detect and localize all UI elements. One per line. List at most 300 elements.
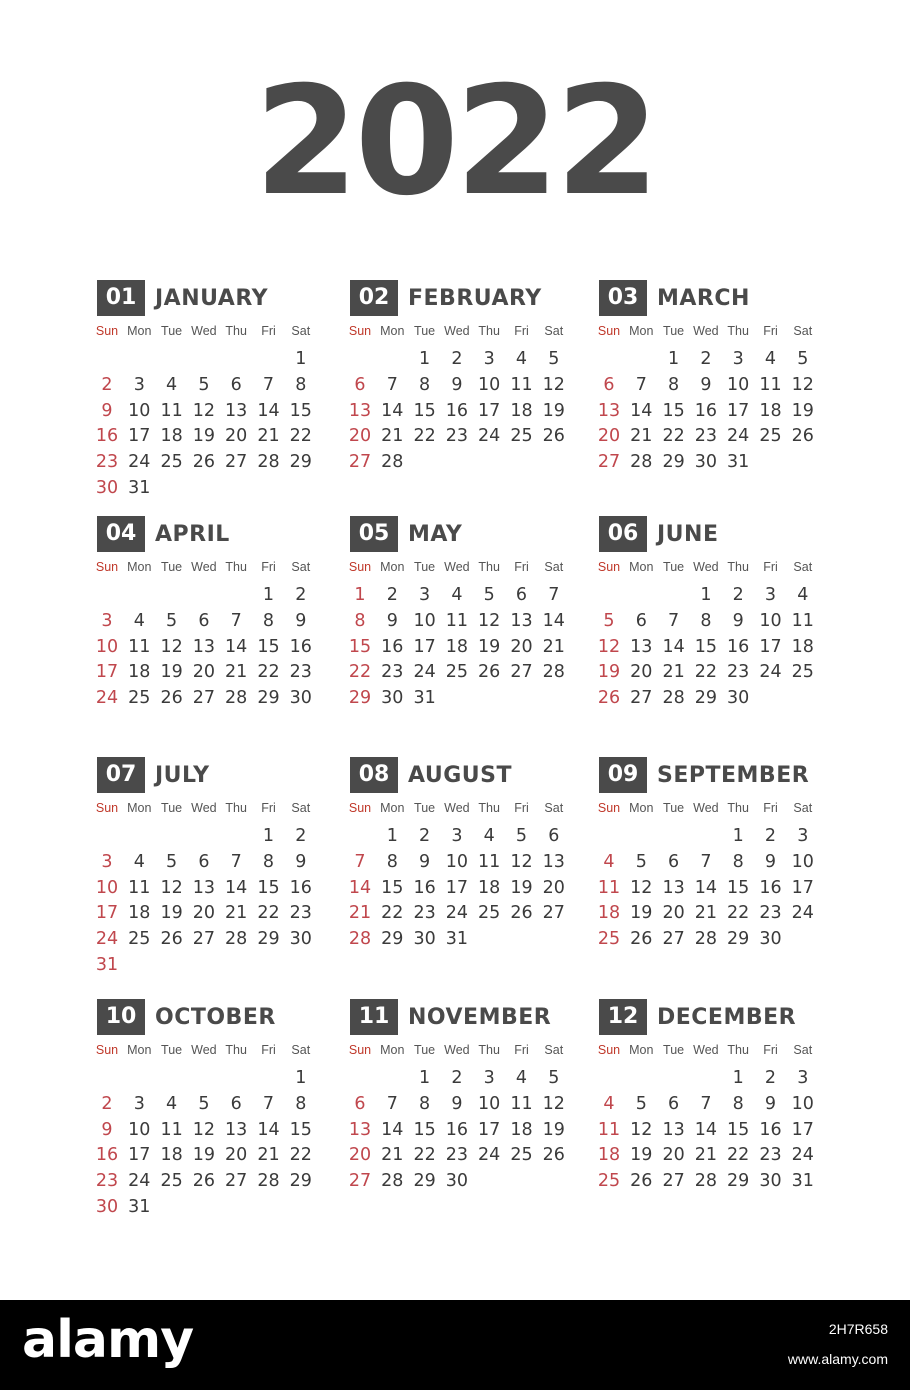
day-cell: 27	[225, 452, 248, 473]
day-cell: 27	[192, 929, 216, 950]
weekday-label: Wed	[444, 560, 470, 574]
day-cell: 5	[483, 585, 495, 605]
day-cell: 17	[128, 1145, 151, 1166]
day-cell: 11	[510, 1093, 533, 1114]
day-cell: 24	[791, 1145, 814, 1166]
day-cell: 5	[635, 851, 647, 872]
month-number-badge: 03	[599, 280, 647, 316]
day-cell: 10	[478, 374, 501, 395]
day-cell: 23	[413, 903, 436, 924]
day-cell: 5	[166, 610, 178, 631]
day-cell: 5	[548, 349, 560, 369]
weekday-label: Thu	[478, 324, 500, 338]
weekday-label: Wed	[191, 324, 217, 338]
weekday-label: Wed	[191, 560, 217, 574]
day-cell: 2	[386, 585, 398, 605]
month-number-badge: 11	[350, 999, 398, 1035]
month-number-badge: 01	[97, 280, 145, 316]
day-cell: 25	[478, 903, 501, 924]
day-cell: 20	[630, 662, 653, 683]
weekday-label: Thu	[225, 801, 247, 815]
weekday-label: Fri	[261, 801, 276, 815]
weekday-label: Thu	[727, 1043, 749, 1057]
day-cell: 8	[700, 610, 712, 631]
day-cell: 12	[510, 851, 533, 872]
month-number-badge: 05	[350, 516, 398, 552]
day-cell: 12	[160, 636, 183, 657]
day-cell: 19	[192, 1145, 216, 1166]
day-cell: 15	[662, 400, 685, 421]
day-cell: 17	[478, 1119, 501, 1140]
weekday-label: Sat	[544, 1043, 564, 1057]
weekday-label: Tue	[414, 560, 436, 574]
day-cell: 20	[192, 903, 216, 924]
day-cell: 3	[797, 826, 809, 846]
day-cell: 30	[759, 929, 782, 950]
day-cell: 9	[764, 851, 777, 872]
month-name: DECEMBER	[657, 1005, 797, 1030]
month-header	[599, 999, 825, 1037]
day-cell: 11	[128, 636, 151, 657]
day-cell: 5	[198, 1093, 210, 1114]
day-cell: 21	[257, 426, 280, 447]
day-cell: 29	[348, 688, 372, 709]
day-cell: 17	[128, 426, 151, 447]
weekday-label: Thu	[727, 324, 749, 338]
weekday-header	[97, 801, 323, 823]
day-cell: 23	[694, 426, 718, 447]
weekday-label: Thu	[225, 1043, 247, 1057]
day-cell: 29	[289, 452, 312, 473]
day-cell: 3	[764, 585, 777, 605]
day-cell: 9	[101, 1119, 113, 1140]
day-cell: 18	[478, 877, 501, 898]
day-cell: 17	[727, 400, 750, 421]
day-cell: 12	[791, 374, 814, 395]
day-cell: 8	[419, 374, 431, 395]
day-cell: 9	[451, 374, 463, 395]
day-cell: 21	[257, 1145, 280, 1166]
day-cell: 1	[419, 349, 431, 369]
day-cell: 16	[445, 1119, 469, 1140]
day-cell: 22	[257, 903, 280, 924]
weekday-header	[599, 801, 825, 823]
day-cell: 26	[510, 903, 533, 924]
day-cell: 5	[635, 1093, 647, 1114]
weekday-label: Tue	[414, 1043, 436, 1057]
day-cell: 1	[668, 349, 680, 369]
day-cell: 9	[295, 610, 307, 631]
day-cell: 1	[295, 349, 307, 369]
day-cell: 11	[597, 877, 621, 898]
day-cell: 15	[694, 636, 718, 657]
day-cell: 14	[381, 1119, 404, 1140]
day-cell: 2	[295, 585, 307, 605]
day-cell: 12	[597, 636, 621, 657]
day-cell: 28	[694, 929, 718, 950]
day-cell: 19	[597, 662, 621, 683]
day-cell: 6	[603, 374, 615, 395]
day-cell: 20	[225, 1145, 248, 1166]
weekday-label: Thu	[727, 560, 749, 574]
day-cell: 15	[348, 636, 372, 657]
day-cell: 17	[791, 1119, 814, 1140]
day-cell: 13	[662, 1119, 685, 1140]
day-cell: 4	[515, 1068, 528, 1088]
day-cell: 2	[419, 826, 431, 846]
day-cell: 8	[419, 1093, 431, 1114]
day-cell: 10	[791, 1093, 814, 1114]
day-cell: 10	[128, 1119, 151, 1140]
day-cell: 6	[354, 374, 366, 395]
day-cell: 17	[413, 636, 436, 657]
day-cell: 21	[662, 662, 685, 683]
day-cell: 29	[289, 1171, 312, 1192]
day-cell: 15	[727, 1119, 750, 1140]
day-cell: 11	[597, 1119, 621, 1140]
day-cell: 29	[381, 929, 404, 950]
month-august	[348, 757, 576, 950]
day-cell: 29	[413, 1171, 436, 1192]
day-cell: 2	[764, 1068, 777, 1088]
day-cell: 1	[354, 585, 366, 605]
day-cell: 19	[542, 1119, 565, 1140]
weekday-header	[599, 324, 825, 346]
weekday-label: Sat	[291, 801, 311, 815]
day-cell: 17	[445, 877, 469, 898]
day-cell: 28	[225, 688, 248, 709]
weekday-label: Mon	[127, 560, 152, 574]
weekday-label: Sat	[793, 324, 813, 338]
month-header	[350, 757, 576, 795]
day-cell: 24	[128, 452, 151, 473]
day-cell: 6	[198, 851, 210, 872]
day-cell: 21	[225, 903, 248, 924]
day-cell: 20	[348, 426, 372, 447]
day-cell: 12	[630, 877, 653, 898]
weekday-label: Fri	[261, 324, 276, 338]
day-cell: 8	[354, 610, 366, 631]
day-cell: 30	[289, 688, 312, 709]
day-cell: 5	[548, 1068, 560, 1088]
day-cell: 22	[413, 1145, 436, 1166]
day-cell: 27	[597, 452, 621, 473]
day-cell: 21	[348, 903, 372, 924]
weekday-label: Mon	[380, 1043, 405, 1057]
weekday-label: Thu	[478, 560, 500, 574]
day-cell: 13	[597, 400, 621, 421]
day-cell: 20	[597, 426, 621, 447]
weekday-header	[97, 1043, 323, 1065]
day-cell: 27	[630, 688, 653, 709]
month-october	[95, 999, 323, 1217]
day-cell: 24	[413, 662, 436, 683]
weekday-header	[350, 324, 576, 346]
day-cell: 3	[732, 349, 744, 369]
day-cell: 14	[257, 400, 280, 421]
month-name: MAY	[408, 522, 463, 547]
day-cell: 9	[732, 610, 744, 631]
day-cell: 20	[662, 903, 685, 924]
day-cell: 23	[727, 662, 750, 683]
day-cell: 17	[791, 877, 814, 898]
day-cell: 7	[262, 374, 275, 395]
watermark-footer	[0, 1300, 910, 1390]
day-cell: 23	[289, 662, 312, 683]
month-number-badge: 06	[599, 516, 647, 552]
day-cell: 10	[445, 851, 469, 872]
month-september	[597, 757, 825, 950]
weekday-header	[350, 1043, 576, 1065]
day-cell: 19	[160, 903, 183, 924]
month-november	[348, 999, 576, 1192]
weekday-label: Sun	[348, 560, 372, 574]
day-cell: 11	[160, 400, 183, 421]
day-cell: 15	[413, 400, 436, 421]
day-cell: 28	[225, 929, 248, 950]
day-cell: 26	[160, 688, 183, 709]
weekday-label: Sat	[544, 324, 564, 338]
day-cell: 14	[225, 877, 248, 898]
day-cell: 1	[386, 826, 398, 846]
day-cell: 25	[128, 929, 151, 950]
day-cell: 30	[694, 452, 718, 473]
day-cell: 11	[759, 374, 782, 395]
month-number-badge: 10	[97, 999, 145, 1035]
day-cell: 25	[160, 1171, 183, 1192]
day-cell: 2	[101, 374, 113, 395]
weekday-label: Mon	[127, 1043, 152, 1057]
day-cell: 3	[133, 1093, 145, 1114]
day-cell: 24	[478, 426, 501, 447]
month-header	[599, 280, 825, 318]
day-cell: 8	[386, 851, 398, 872]
month-number-badge: 04	[97, 516, 145, 552]
weekday-header	[97, 560, 323, 582]
day-cell: 20	[348, 1145, 372, 1166]
weekday-header	[599, 560, 825, 582]
day-cell: 1	[732, 1068, 744, 1088]
day-cell: 6	[198, 610, 210, 631]
day-cell: 11	[510, 374, 533, 395]
day-cell: 18	[160, 1145, 183, 1166]
day-cell: 13	[630, 636, 653, 657]
day-cell: 29	[727, 1171, 750, 1192]
day-cell: 1	[262, 585, 275, 605]
weekday-label: Wed	[693, 801, 719, 815]
month-number-badge: 09	[599, 757, 647, 793]
day-cell: 24	[128, 1171, 151, 1192]
month-name: FEBRUARY	[408, 286, 542, 311]
day-cell: 3	[483, 1068, 495, 1088]
day-cell: 28	[694, 1171, 718, 1192]
weekday-label: Sun	[597, 324, 621, 338]
weekday-header	[599, 1043, 825, 1065]
day-cell: 6	[230, 374, 242, 395]
day-cell: 23	[759, 1145, 782, 1166]
day-cell: 21	[630, 426, 653, 447]
day-cell: 28	[381, 452, 404, 473]
day-cell: 31	[445, 929, 469, 950]
day-cell: 25	[510, 1145, 533, 1166]
day-cell: 7	[700, 851, 712, 872]
day-cell: 15	[257, 636, 280, 657]
day-cell: 31	[128, 478, 151, 498]
day-cell: 30	[413, 929, 436, 950]
day-cell: 12	[542, 374, 565, 395]
month-header	[350, 280, 576, 318]
day-cell: 15	[289, 400, 312, 421]
day-cell: 1	[262, 826, 275, 846]
day-cell: 23	[445, 426, 469, 447]
month-number-badge: 12	[599, 999, 647, 1035]
day-cell: 2	[295, 826, 307, 846]
month-june	[597, 516, 825, 709]
day-cell: 1	[419, 1068, 431, 1088]
day-cell: 10	[759, 610, 782, 631]
day-cell: 10	[478, 1093, 501, 1114]
day-cell: 31	[791, 1171, 814, 1192]
day-cell: 20	[225, 426, 248, 447]
day-cell: 31	[95, 955, 119, 975]
day-cell: 1	[295, 1068, 307, 1088]
month-name: AUGUST	[408, 763, 512, 788]
day-cell: 18	[597, 903, 621, 924]
day-cell: 8	[262, 610, 275, 631]
day-cell: 14	[348, 877, 372, 898]
month-march	[597, 280, 825, 473]
day-cell: 25	[160, 452, 183, 473]
day-cell: 5	[198, 374, 210, 395]
day-cell: 29	[257, 929, 280, 950]
day-cell: 2	[764, 826, 777, 846]
day-cell: 15	[289, 1119, 312, 1140]
day-cell: 22	[727, 1145, 750, 1166]
day-cell: 20	[542, 877, 565, 898]
weekday-label: Sat	[291, 560, 311, 574]
day-cell: 1	[700, 585, 712, 605]
weekday-label: Tue	[161, 1043, 183, 1057]
day-cell: 2	[101, 1093, 113, 1114]
weekday-label: Sat	[291, 324, 311, 338]
month-name: APRIL	[155, 522, 230, 547]
day-cell: 23	[445, 1145, 469, 1166]
day-cell: 8	[295, 1093, 307, 1114]
day-cell: 11	[160, 1119, 183, 1140]
day-cell: 20	[192, 662, 216, 683]
day-cell: 9	[101, 400, 113, 421]
day-cell: 25	[759, 426, 782, 447]
day-cell: 25	[791, 662, 814, 683]
day-cell: 4	[515, 349, 528, 369]
weekday-label: Tue	[161, 801, 183, 815]
day-cell: 18	[510, 1119, 533, 1140]
month-name: SEPTEMBER	[657, 763, 810, 788]
day-cell: 29	[257, 688, 280, 709]
weekday-label: Mon	[380, 324, 405, 338]
day-cell: 22	[289, 426, 312, 447]
day-cell: 26	[192, 1171, 216, 1192]
day-cell: 24	[445, 903, 469, 924]
weekday-label: Sun	[597, 560, 621, 574]
weekday-label: Sun	[348, 801, 372, 815]
day-cell: 7	[668, 610, 680, 631]
weekday-label: Thu	[727, 801, 749, 815]
day-cell: 8	[732, 851, 744, 872]
month-name: OCTOBER	[155, 1005, 276, 1030]
day-cell: 4	[133, 851, 145, 872]
day-cell: 7	[230, 610, 242, 631]
weekday-label: Tue	[663, 324, 685, 338]
weekday-label: Sun	[348, 324, 372, 338]
brand-logo: alamy	[22, 1310, 194, 1370]
weekday-label: Tue	[663, 1043, 685, 1057]
day-cell: 31	[413, 688, 436, 709]
day-cell: 10	[128, 400, 151, 421]
weekday-label: Mon	[127, 801, 152, 815]
day-cell: 25	[510, 426, 533, 447]
day-cell: 24	[95, 929, 119, 950]
day-cell: 23	[381, 662, 404, 683]
day-cell: 8	[295, 374, 307, 395]
day-cell: 3	[101, 610, 113, 631]
day-cell: 4	[133, 610, 145, 631]
day-cell: 22	[289, 1145, 312, 1166]
day-cell: 28	[542, 662, 565, 683]
day-cell: 2	[700, 349, 712, 369]
day-cell: 23	[289, 903, 312, 924]
day-cell: 27	[510, 662, 533, 683]
weekday-label: Sun	[597, 801, 621, 815]
month-december	[597, 999, 825, 1192]
day-cell: 30	[381, 688, 404, 709]
day-cell: 11	[478, 851, 501, 872]
month-may	[348, 516, 576, 709]
weekday-label: Mon	[629, 801, 654, 815]
day-cell: 6	[668, 1093, 680, 1114]
day-cell: 14	[662, 636, 685, 657]
day-cell: 14	[257, 1119, 280, 1140]
day-cell: 14	[225, 636, 248, 657]
day-cell: 21	[381, 426, 404, 447]
day-cell: 11	[445, 610, 469, 631]
day-cell: 7	[230, 851, 242, 872]
day-cell: 26	[597, 688, 621, 709]
weekday-label: Tue	[161, 324, 183, 338]
day-cell: 24	[727, 426, 750, 447]
day-cell: 22	[694, 662, 718, 683]
weekday-label: Mon	[629, 560, 654, 574]
day-cell: 15	[413, 1119, 436, 1140]
weekday-header	[350, 560, 576, 582]
day-cell: 20	[510, 636, 533, 657]
year-title: 2022	[254, 55, 656, 229]
day-cell: 18	[597, 1145, 621, 1166]
month-header	[350, 999, 576, 1037]
day-cell: 3	[133, 374, 145, 395]
day-cell: 9	[700, 374, 712, 395]
weekday-label: Wed	[444, 1043, 470, 1057]
weekday-label: Fri	[261, 1043, 276, 1057]
day-cell: 14	[694, 1119, 718, 1140]
day-cell: 13	[542, 851, 565, 872]
weekday-label: Thu	[225, 324, 247, 338]
day-cell: 28	[662, 688, 685, 709]
weekday-label: Mon	[629, 1043, 654, 1057]
day-cell: 9	[386, 610, 398, 631]
weekday-label: Sat	[793, 560, 813, 574]
weekday-header	[350, 801, 576, 823]
